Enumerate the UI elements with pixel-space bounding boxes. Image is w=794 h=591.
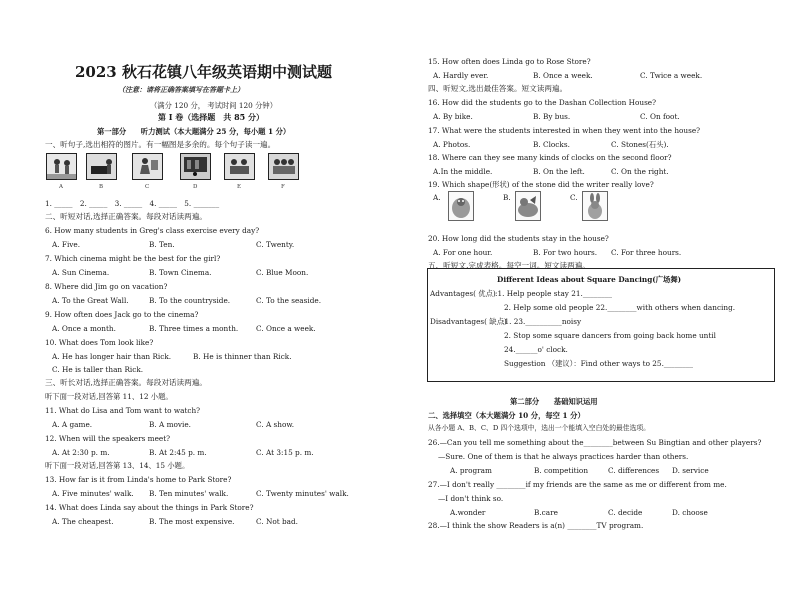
passage1-instruction: 听下面一段对话,回答第 11、12 小题。 <box>45 392 173 401</box>
score-info: （满分 120 分， 考试时间 120 分钟） <box>150 101 278 110</box>
q16-option-c: C. On foot. <box>640 112 680 121</box>
q19-option-b: B. <box>503 193 511 202</box>
question-11: 11. What do Lisa and Tom want to watch? <box>45 406 201 415</box>
picture-b <box>86 153 117 180</box>
table-disadvantage-2: 2. Stop some square dancers from going back home until <box>504 331 716 340</box>
section2-instruction: 二、听短对话,选择正确答案。每段对话读两遍。 <box>45 212 207 221</box>
exam-title: 2023 秋石花镇八年级英语期中测试题 <box>75 63 332 81</box>
part2-heading: 第二部分 基础知识运用 <box>510 397 598 406</box>
q10-option-b: B. He is thinner than Rick. <box>193 352 292 361</box>
picture-a <box>46 153 77 180</box>
q11-option-a: A. A game. <box>52 420 93 429</box>
q9-option-b: B. Three times a month. <box>149 324 239 333</box>
q20-option-c: C. For three hours. <box>611 248 682 257</box>
answer-blanks-1-5: 1. _____ 2. _____ 3. _____ 4. _____ 5. _______ <box>45 199 220 208</box>
section1-instruction: 一、听句子,选出相符的图片。有一幅图是多余的。每个句子读一遍。 <box>45 140 276 149</box>
q13-option-c: C. Twenty minutes' walk. <box>256 489 349 498</box>
q12-option-b: B. At 2:45 p. m. <box>149 448 207 457</box>
q17-option-b: B. Clocks. <box>533 140 570 149</box>
q26-option-a: A. program <box>450 466 492 475</box>
question-20: 20. How long did the students stay in the house? <box>428 234 609 243</box>
question-9: 9. How often does Jack go to the cinema? <box>45 310 199 319</box>
picture-label-c: C <box>145 184 150 190</box>
question-26: 26.—Can you tell me something about the________between Su Bingtian and other players? <box>428 438 762 447</box>
q10-option-c: C. He is taller than Rick. <box>52 365 144 374</box>
q6-option-a: A. Five. <box>52 240 81 249</box>
q11-option-b: B. A movie. <box>149 420 191 429</box>
picture-label-e: E <box>237 184 242 190</box>
q8-option-a: A. To the Great Wall. <box>52 296 129 305</box>
picture-label-b: B <box>99 184 104 190</box>
picture-d <box>180 153 211 180</box>
question-6: 6. How many students in Greg's class exercise every day? <box>45 226 260 235</box>
question-19: 19. Which shape(形状) of the stone did the writer really love? <box>428 180 654 189</box>
question-15: 15. How often does Linda go to Rose Store? <box>428 57 591 66</box>
picture-label-a: A <box>59 184 63 190</box>
question-26-reply: —Sure. One of them is that he always practices harder than others. <box>438 452 689 461</box>
q20-option-b: B. For two hours. <box>533 248 598 257</box>
q20-option-a: A. For one hour. <box>433 248 493 257</box>
section6-heading: 二、选择填空（本大题满分 10 分，每空 1 分） <box>428 411 585 420</box>
q14-option-c: C. Not bad. <box>256 517 299 526</box>
section4-instruction: 四、听短文,选出最佳答案。短文读两遍。 <box>428 84 568 93</box>
question-8: 8. Where did Jim go on vacation? <box>45 282 168 291</box>
q19-stone-image-a <box>448 191 474 221</box>
question-27: 27.—I don't really ________if my friends are the same as me or different from me. <box>428 480 727 489</box>
q15-option-c: C. Twice a week. <box>640 71 703 80</box>
q10-option-a: A. He has longer hair than Rick. <box>52 352 172 361</box>
q16-option-a: A. By bike. <box>433 112 473 121</box>
q15-option-a: A. Hardly ever. <box>433 71 489 80</box>
question-27-reply: —I don't think so. <box>438 494 504 503</box>
q7-option-c: C. Blue Moon. <box>256 268 309 277</box>
table-disadvantage-1: :1. 23.__________noisy <box>502 317 582 326</box>
picture-label-d: D <box>193 184 198 190</box>
q18-option-c: C. On the right. <box>611 167 669 176</box>
table-advantages-label: Advantages( 优点) <box>430 289 496 298</box>
q18-option-b: B. On the left. <box>533 167 585 176</box>
q9-option-a: A. Once a month. <box>52 324 116 333</box>
picture-c <box>132 153 163 180</box>
question-7: 7. Which cinema might be the best for the girl? <box>45 254 221 263</box>
q12-option-a: A. At 2:30 p. m. <box>52 448 110 457</box>
table-title: Different Ideas about Square Dancing(广场舞) <box>497 275 682 284</box>
q27-option-c: C. decide <box>608 508 643 517</box>
q13-option-b: B. Ten minutes' walk. <box>149 489 229 498</box>
question-18: 18. Where can they see many kinds of clocks on the second floor? <box>428 153 672 162</box>
q8-option-b: B. To the countryside. <box>149 296 231 305</box>
table-advantage-1: :1. Help people stay 21.________ <box>495 289 613 298</box>
q12-option-c: C. At 3:15 p. m. <box>256 448 314 457</box>
section3-instruction: 三、听长对话,选择正确答案。每段对话读两遍。 <box>45 378 207 387</box>
question-13: 13. How far is it from Linda's home to Park Store? <box>45 475 232 484</box>
q27-option-b: B.care <box>534 508 558 517</box>
q27-option-d: D. choose <box>672 508 708 517</box>
question-10: 10. What does Tom look like? <box>45 338 154 347</box>
q13-option-a: A. Five minutes' walk. <box>52 489 134 498</box>
table-advantage-2: 2. Help some old people 22.________with others when dancing. <box>504 303 736 312</box>
q19-option-c: C. <box>570 193 578 202</box>
question-17: 17. What were the students interested in when they went into the house? <box>428 126 701 135</box>
q6-option-b: B. Ten. <box>149 240 175 249</box>
section6-instruction: 从各小题 A、B、C、D 四个选项中，选出一个能填入空白处的最佳选项。 <box>428 424 650 432</box>
q27-option-a: A.wonder <box>450 508 486 517</box>
q7-option-b: B. Town Cinema. <box>149 268 212 277</box>
q26-option-c: C. differences <box>608 466 660 475</box>
table-suggestion: Suggestion （建议）：Find other ways to 25.________ <box>504 359 694 368</box>
volume-heading: 第 I 卷（选择题 共 85 分） <box>158 112 265 122</box>
section5-instruction: 五、听短文,完成表格。每空一词。短文读两遍。 <box>428 261 590 270</box>
picture-e <box>224 153 255 180</box>
exam-note: （注意：请将正确答案填写在答题卡上） <box>118 85 244 94</box>
q26-option-d: D. service <box>672 466 709 475</box>
passage2-instruction: 听下面一段对话,回答第 13、14、15 小题。 <box>45 461 190 470</box>
q7-option-a: A. Sun Cinema. <box>52 268 110 277</box>
q14-option-b: B. The most expensive. <box>149 517 235 526</box>
q6-option-c: C. Twenty. <box>256 240 295 249</box>
q26-option-b: B. competition <box>534 466 589 475</box>
q17-option-c: C. Stones(石头). <box>611 140 669 149</box>
part1-heading: 第一部分 听力测试（本大题满分 25 分，每小题 1 分） <box>97 127 291 136</box>
q18-option-a: A.In the middle. <box>433 167 493 176</box>
q8-option-c: C. To the seaside. <box>256 296 322 305</box>
picture-f <box>268 153 299 180</box>
q19-stone-image-b <box>515 191 541 221</box>
question-28: 28.—I think the show Readers is a(n) ________TV program. <box>428 521 644 530</box>
question-14: 14. What does Linda say about the things in Park Store? <box>45 503 254 512</box>
table-disadvantage-2-cont: 24.______o' clock. <box>504 345 568 354</box>
question-12: 12. When will the speakers meet? <box>45 434 171 443</box>
q9-option-c: C. Once a week. <box>256 324 316 333</box>
q11-option-c: C. A show. <box>256 420 295 429</box>
question-16: 16. How did the students go to the Dashan Collection House? <box>428 98 657 107</box>
table-disadvantages-label: Disadvantages( 缺点) <box>430 317 507 326</box>
q17-option-a: A. Photos. <box>433 140 471 149</box>
q15-option-b: B. Once a week. <box>533 71 593 80</box>
picture-label-f: F <box>281 184 285 190</box>
q19-option-a: A. <box>433 193 441 202</box>
q16-option-b: B. By bus. <box>533 112 571 121</box>
q14-option-a: A. The cheapest. <box>52 517 114 526</box>
q19-stone-image-c <box>582 191 608 221</box>
